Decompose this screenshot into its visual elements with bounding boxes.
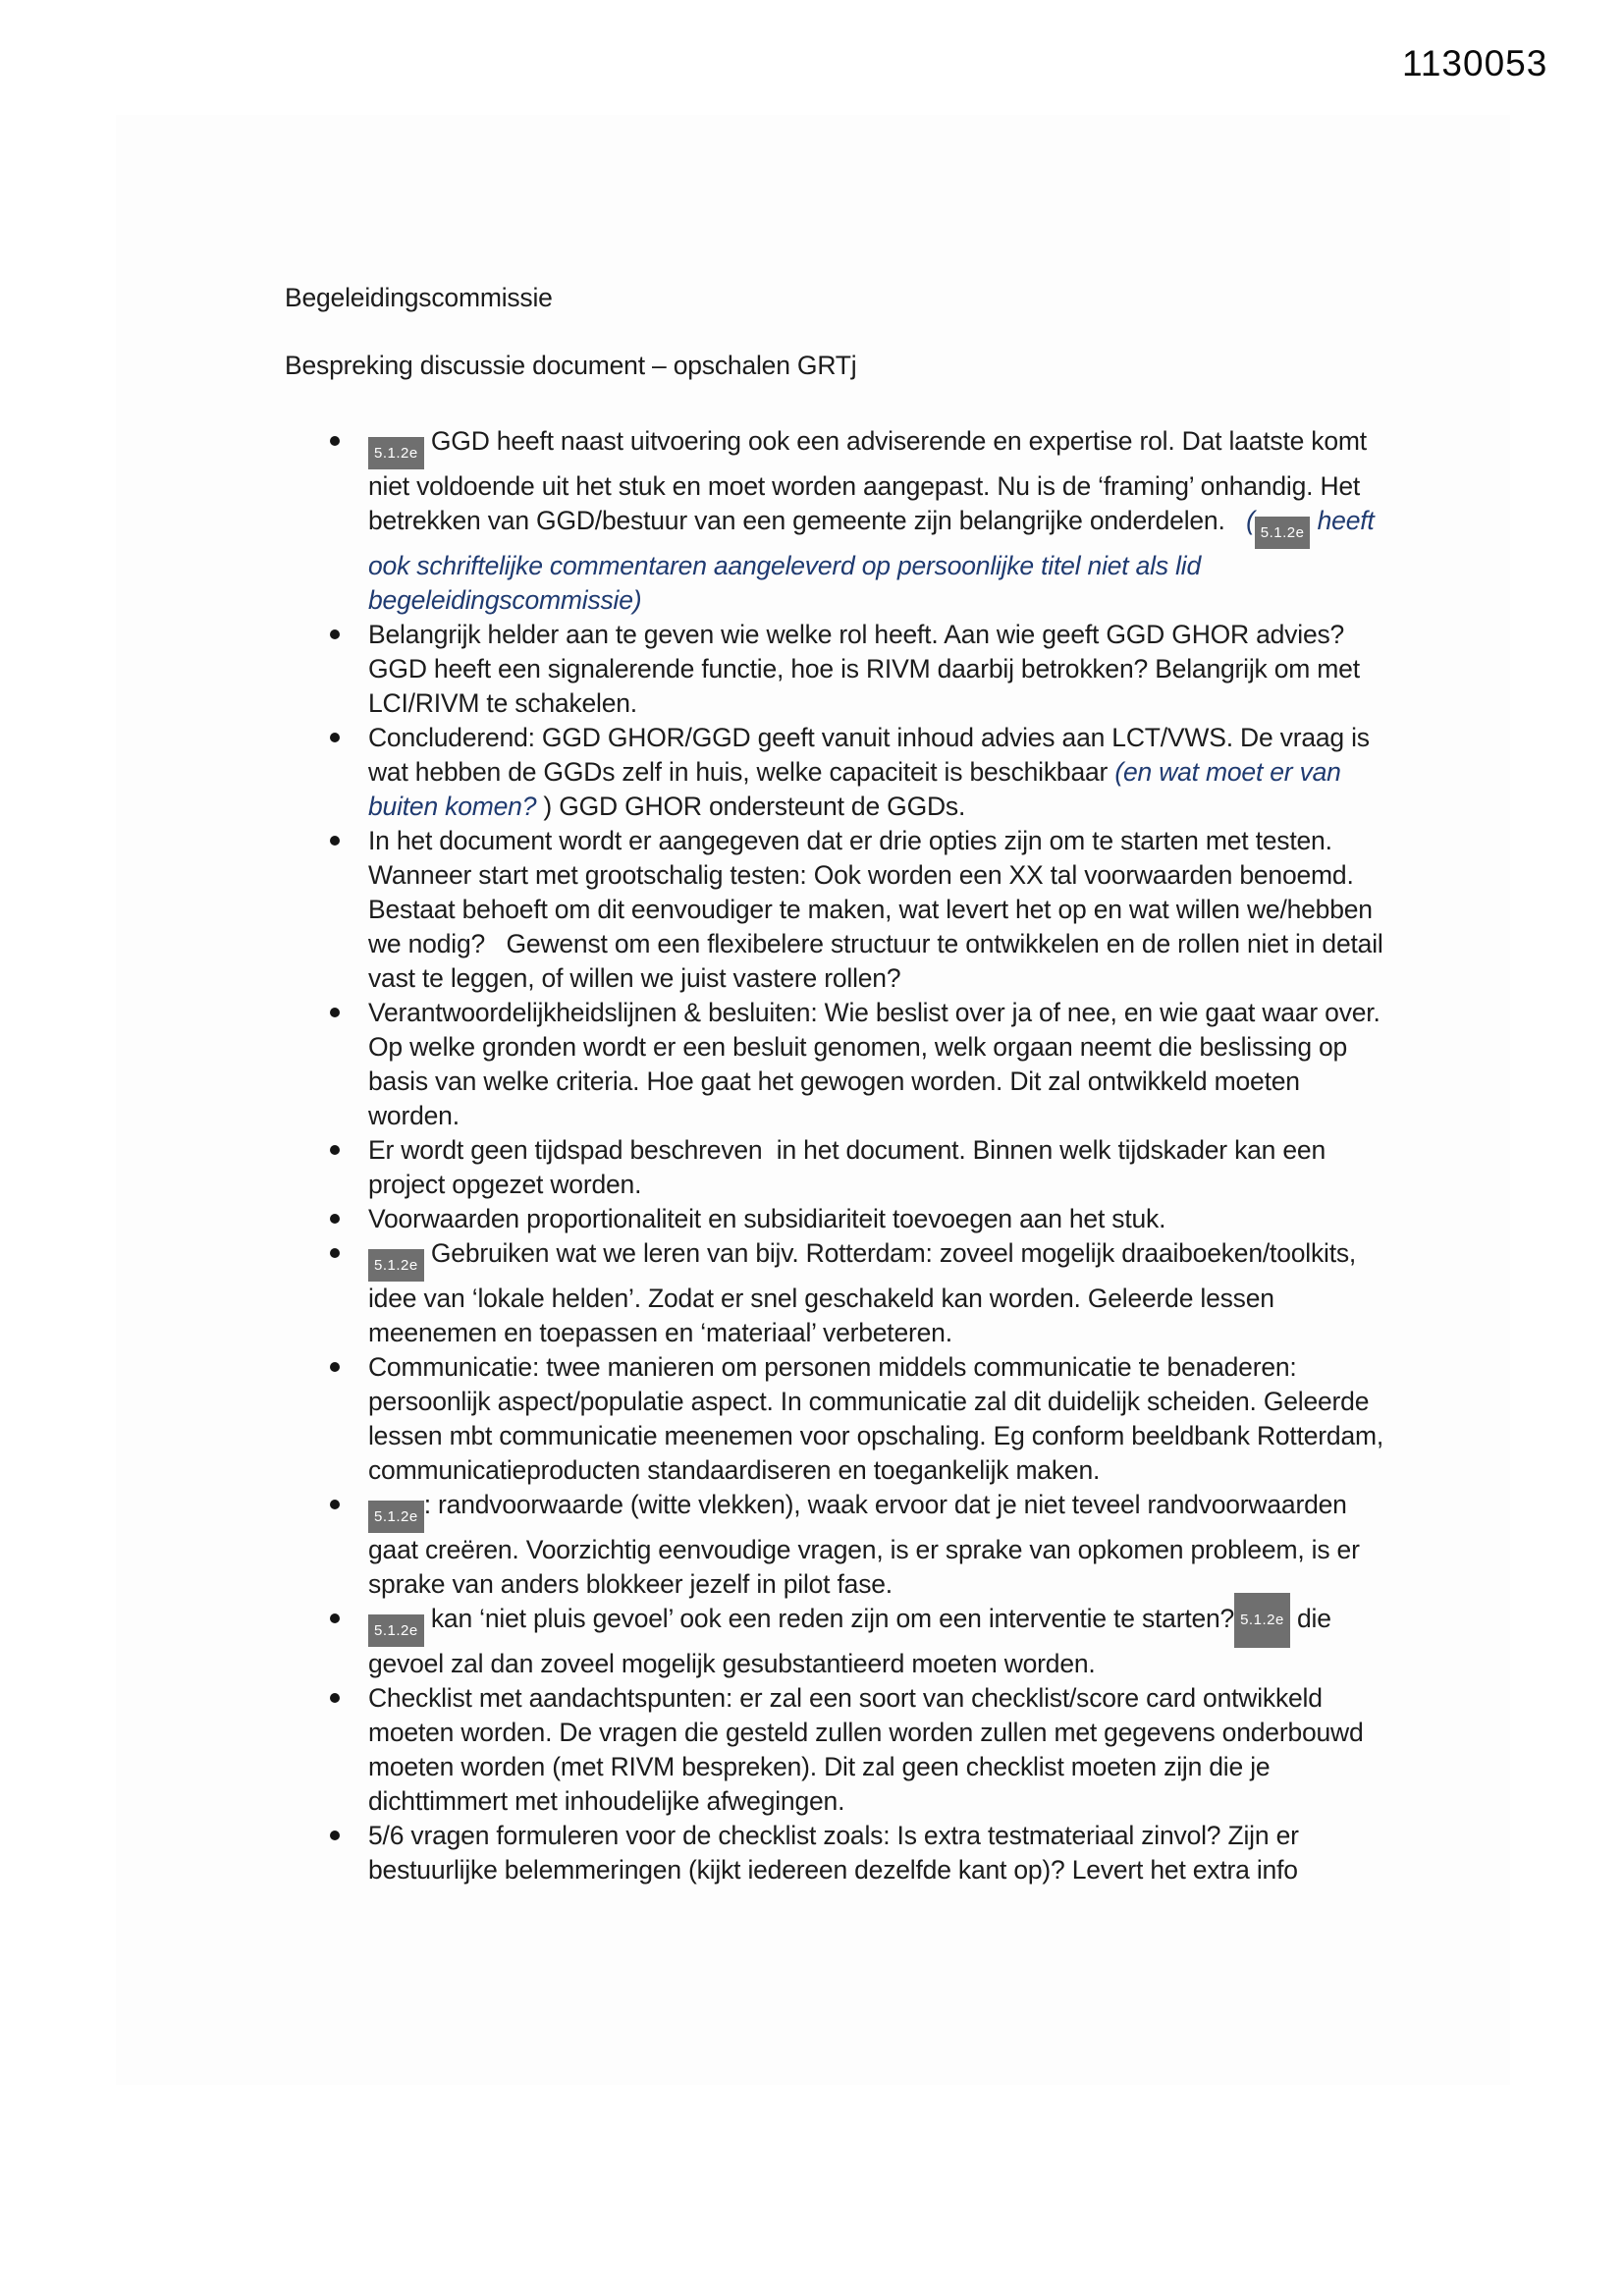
list-item [285,424,1389,618]
redaction-box: 5.1.2e [368,1501,424,1533]
document-content [285,281,1389,1887]
document-subtitle: Bespreking discussie document – opschalen GRTj [285,351,857,380]
bullet-list [285,424,1389,1887]
list-item [285,824,1389,996]
text-run: Concluderend: GGD GHOR/GGD geeft vanuit inhoud advies aan LCT/VWS. De vraag is wat hebben de GGDs zelf in huis, welke capaciteit is beschikbaar [368,723,1378,787]
text-run: die gevoel zal dan zoveel mogelijk gesubstantieerd moeten worden. [368,1604,1338,1678]
list-item [285,1819,1389,1887]
italic-note-run: (en wat moet er van buiten komen? [368,757,1348,821]
text-run: Belangrijk helder aan te geven wie welke rol heeft. Aan wie geeft GGD GHOR advies? GGD heeft een signalerende functie, hoe is RIVM daarbij betrokken? Belangrijk om met LCI/RIVM te schakelen. [368,620,1368,718]
list-item [285,618,1389,721]
text-run: GGD heeft naast uitvoering ook een adviserende en expertise rol. Dat laatste komt niet voldoende uit het stuk en moet worden aangepast. Nu is de ‘framing’ onhandig. Het betrekken van GGD/bestuur van een gemeente zijn belangrijke onderdelen. [368,426,1375,535]
text-run: Verantwoordelijkheidslijnen & besluiten: Wie beslist over ja of nee, en wie gaat waar over. Op welke gronden wordt er een besluit genomen, welk orgaan neemt die beslissing op basis van welke criteria. Hoe gaat het gewogen worden. Dit zal ontwikkeld moeten worden. [368,998,1387,1130]
list-item [285,1488,1389,1602]
redaction-box: 5.1.2e [368,1249,424,1282]
document-title: Begeleidingscommissie [285,283,553,312]
text-run: Voorwaarden proportionaliteit en subsidiariteit toevoegen aan het stuk. [368,1204,1166,1233]
list-item [285,1133,1389,1202]
text-run: Communicatie: twee manieren om personen middels communicatie te benaderen: persoonlijk aspect/populatie aspect. In communicatie zal dit duidelijk scheiden. Geleerde lessen mbt communicatie meenemen voor opschaling. Eg conform beeldbank Rotterdam, communicatieproducten standaardiseren en toegankelijk maken. [368,1352,1391,1485]
text-run: 5/6 vragen formuleren voor de checklist zoals: Is extra testmateriaal zinvol? Zijn er bestuurlijke belemmeringen (kijkt iedereen dezelfde kant op)? Levert het extra info [368,1821,1306,1885]
text-run: Er wordt geen tijdspad beschreven in het document. Binnen welk tijdskader kan een project opgezet worden. [368,1135,1333,1199]
list-item [285,1681,1389,1819]
list-item [285,721,1389,824]
redaction-box: 5.1.2e [368,1614,424,1647]
text-run: ) GGD GHOR ondersteunt de GGDs. [536,792,966,821]
text-run: Gebruiken wat we leren van bijv. Rotterdam: zoveel mogelijk draaiboeken/toolkits, idee van ‘lokale helden’. Zodat er snel geschakeld kan worden. Geleerde lessen meenemen en toepassen en ‘materiaal’ verbeteren. [368,1238,1364,1347]
list-item [285,1202,1389,1236]
list-item [285,1602,1389,1681]
redaction-box: 5.1.2e [1234,1593,1290,1648]
italic-note-run: ( [1246,506,1255,535]
text-run: In het document wordt er aangegeven dat er drie opties zijn om te starten met testen. Wanneer start met grootschalig testen: Ook worden een XX tal voorwaarden benoemd. Bestaat behoeft om dit eenvoudiger te maken, wat levert het op en wat willen we/hebben we nodig? Gewenst om een flexibelere structuur te ontwikkelen en de rollen niet in detail vast te leggen, of willen we juist vastere rollen? [368,826,1390,993]
text-run: Checklist met aandachtspunten: er zal een soort van checklist/score card ontwikkeld moeten worden. De vragen die gesteld zullen worden zullen met gegevens onderbouwd moeten worden (met RIVM bespreken). Dit zal geen checklist moeten zijn die je dichttimmert met inhoudelijke afwegingen. [368,1683,1371,1816]
list-item [285,996,1389,1133]
list-item [285,1236,1389,1350]
redaction-box: 5.1.2e [368,437,424,469]
text-run: : randvoorwaarde (witte vlekken), waak ervoor dat je niet teveel randvoorwaarden gaat creëren. Voorzichtig eenvoudige vragen, is er sprake van opkomen probleem, is er sprake van anders blokkeer jezelf in pilot fase. [368,1490,1367,1599]
redaction-box: 5.1.2e [1255,517,1311,549]
list-item [285,1350,1389,1488]
italic-note-run: heeft ook schriftelijke commentaren aangeleverd op persoonlijke titel niet als lid begeleidingscommissie) [368,506,1381,615]
document-number: 1130053 [1402,43,1548,83]
text-run: kan ‘niet pluis gevoel’ ook een reden zijn om een interventie te starten? [423,1604,1235,1633]
